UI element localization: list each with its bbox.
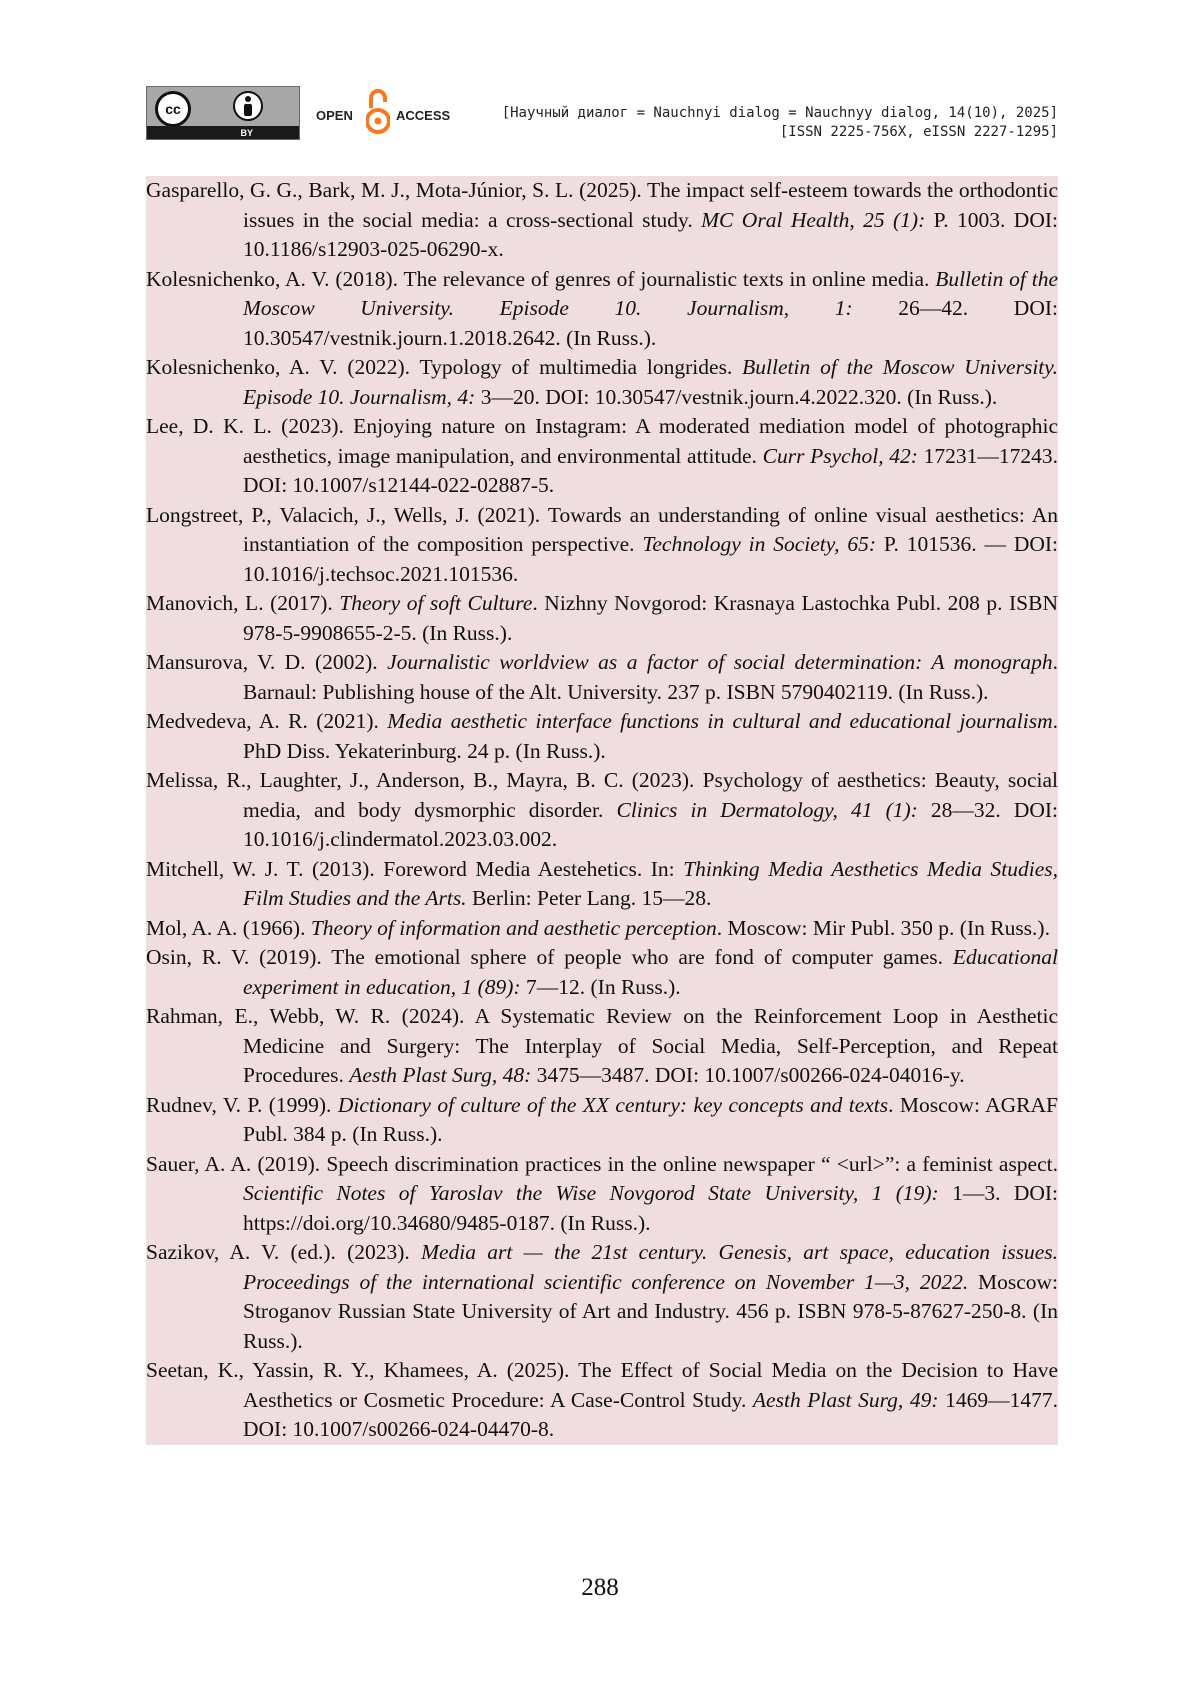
reference-entry bbox=[146, 914, 1058, 944]
reference-details: P. 1003. DOI: 10.1186/s12903-025-06290-x. bbox=[243, 207, 1058, 261]
reference-source-italic: Aesth Plast Surg, 48: bbox=[349, 1063, 532, 1087]
reference-entry bbox=[146, 1150, 1058, 1239]
reference-entry bbox=[146, 1238, 1058, 1356]
reference-text: Manovich, L. (2017). bbox=[146, 591, 340, 615]
reference-text: Lee, D. K. L. (2023). Enjoying nature on Instagram: A moderated mediation model of photographic aesthetics, image manipulation, and environmental attitude. bbox=[146, 414, 1058, 468]
reference-entry bbox=[146, 855, 1058, 914]
reference-details: . Barnaul: Publishing house of the Alt. University. 237 p. ISBN 5790402119. (In Russ.). bbox=[243, 650, 1058, 704]
reference-source-italic: Technology in Society, 65: bbox=[642, 532, 877, 556]
reference-text: Mitchell, W. J. T. (2013). Foreword Media Aestehetics. In: bbox=[146, 856, 684, 881]
reference-details: 1—3. DOI: https://doi.org/10.34680/9485-0187. (In Russ.). bbox=[243, 1181, 1059, 1235]
reference-text: Kolesnichenko, A. V. (2022). Typology of multimedia longrides. bbox=[146, 355, 743, 379]
reference-text: Kolesnichenko, A. V. (2018). The relevance of genres of journalistic texts in online media. bbox=[146, 266, 936, 291]
reference-entry bbox=[146, 707, 1058, 766]
reference-text: Sazikov, A. V. (ed.). (2023). bbox=[146, 1240, 422, 1264]
reference-details: . PhD Diss. Yekaterinburg. 24 p. (In Russ.). bbox=[243, 709, 1058, 763]
reference-text: Rudnev, V. P. (1999). bbox=[146, 1092, 338, 1117]
cc-by-license-badge[interactable] bbox=[146, 86, 300, 140]
journal-title-line: [Научный диалог = Nauchnyi dialog = Nauchnyy dialog, 14(10), 2025] bbox=[501, 105, 1058, 121]
reference-source-italic: Media aesthetic interface functions in cultural and educational journalism bbox=[387, 709, 1053, 733]
reference-details: 3—20. DOI: 10.30547/vestnik.journ.4.2022.320. (In Russ.). bbox=[475, 384, 998, 409]
reference-details: P. 101536. — DOI: 10.1016/j.techsoc.2021.101536. bbox=[243, 532, 1059, 586]
reference-source-italic: Journalistic worldview as a factor of social determination: A monograph bbox=[387, 650, 1053, 674]
license-by-label: BY bbox=[240, 128, 253, 138]
reference-details: 26—42. DOI: 10.30547/vestnik.journ.1.2018.2642. (In Russ.). bbox=[243, 296, 1058, 350]
reference-text: Mol, A. A. (1966). bbox=[146, 915, 311, 940]
creative-commons-icon: cc bbox=[155, 91, 191, 127]
reference-entry bbox=[146, 265, 1058, 354]
reference-text: Mansurova, V. D. (2002). bbox=[146, 650, 388, 674]
reference-text: Rahman, E., Webb, W. R. (2024). A Systematic Review on the Reinforcement Loop in Aesthetic Medicine and Surgery: The Interplay of Social Media, Self-Perception, and Repeat Procedures. bbox=[146, 1004, 1058, 1087]
reference-entry bbox=[146, 1356, 1058, 1445]
reference-details: Berlin: Peter Lang. 15—28. bbox=[466, 886, 712, 910]
reference-details: 3475—3487. DOI: 10.1007/s00266-024-04016-y. bbox=[531, 1063, 965, 1087]
reference-source-italic: Theory of information and aesthetic perception bbox=[310, 915, 717, 940]
reference-text: Sauer, A. A. (2019). Speech discrimination practices in the online newspaper “ <url>”: a feminist aspect. bbox=[146, 1151, 1058, 1176]
page-header bbox=[146, 86, 1058, 146]
reference-source-italic: Media art — the 21st century. Genesis, art space, education issues. Proceedings of the international scientific conference on November 1—3, 2022. bbox=[243, 1240, 1058, 1294]
reference-source-italic: Thinking Media Aesthetics Media Studies, Film Studies and the Arts. bbox=[243, 856, 1058, 910]
reference-details: 28—32. DOI: 10.1016/j.clindermatol.2023.03.002. bbox=[243, 797, 1059, 851]
reference-source-italic: Dictionary of culture of the XX century: key concepts and texts bbox=[337, 1092, 889, 1117]
reference-source-italic: MC Oral Health, 25 (1): bbox=[701, 207, 926, 232]
journal-citation bbox=[502, 104, 1058, 142]
reference-entry bbox=[146, 589, 1058, 648]
open-access-open-label: OPEN bbox=[316, 108, 353, 123]
reference-details: . Moscow: AGRAF Publ. 384 p. (In Russ.). bbox=[243, 1092, 1059, 1146]
reference-source-italic: Bulletin of the Moscow University. Episode 10. Journalism, 4: bbox=[243, 355, 1058, 409]
reference-entry bbox=[146, 1091, 1058, 1150]
reference-details: Moscow: Stroganov Russian State University of Art and Industry. 456 p. ISBN 978-5-87627-250-8. (In Russ.). bbox=[243, 1269, 1058, 1353]
open-access-access-label: ACCESS bbox=[396, 108, 451, 123]
reference-entry bbox=[146, 412, 1058, 501]
reference-text: Medvedeva, A. R. (2021). bbox=[146, 709, 388, 733]
reference-source-italic: Scientific Notes of Yaroslav the Wise Novgorod State University, 1 (19): bbox=[243, 1181, 939, 1205]
reference-entry bbox=[146, 1002, 1058, 1091]
reference-source-italic: Theory of soft Culture bbox=[339, 591, 533, 615]
reference-details: 1469—1477. DOI: 10.1007/s00266-024-04470-8. bbox=[243, 1387, 1058, 1441]
reference-text: Osin, R. V. (2019). The emotional sphere of people who are fond of computer games. bbox=[146, 945, 953, 969]
reference-entry bbox=[146, 648, 1058, 707]
reference-details: 7—12. (In Russ.). bbox=[520, 974, 681, 999]
reference-source-italic: Bulletin of the Moscow University. Episode 10. Journalism, 1: bbox=[243, 266, 1058, 320]
reference-details: 17231—17243. DOI: 10.1007/s12144-022-02887-5. bbox=[243, 443, 1059, 497]
attribution-person-icon bbox=[233, 91, 263, 121]
reference-source-italic: Educational experiment in education, 1 (89): bbox=[243, 945, 1058, 999]
reference-list bbox=[146, 176, 1058, 1445]
reference-entry bbox=[146, 766, 1058, 855]
reference-details: . Moscow: Mir Publ. 350 p. (In Russ.). bbox=[716, 915, 1050, 940]
open-lock-icon bbox=[366, 86, 390, 136]
reference-source-italic: Aesth Plast Surg, 49: bbox=[752, 1387, 939, 1412]
reference-details: . Nizhny Novgorod: Krasnaya Lastochka Publ. 208 p. ISBN 978-5-9908655-2-5. (In Russ.). bbox=[243, 591, 1058, 645]
reference-entry bbox=[146, 501, 1058, 590]
page-number: 288 bbox=[581, 1574, 619, 1601]
reference-source-italic: Curr Psychol, 42: bbox=[762, 443, 918, 468]
reference-entry bbox=[146, 176, 1058, 265]
reference-text: Gasparello, G. G., Bark, M. J., Mota-Júnior, S. L. (2025). The impact self-esteem towards the orthodontic issues in the social media: a cross-sectional study. bbox=[146, 178, 1058, 232]
reference-text: Melissa, R., Laughter, J., Anderson, B., Mayra, B. C. (2023). Psychology of aesthetics: Beauty, social media, and body dysmorphic disorder. bbox=[146, 768, 1058, 822]
reference-text: Seetan, K., Yassin, R. Y., Khamees, A. (2025). The Effect of Social Media on the Decision to Have Aesthetics or Cosmetic Procedure: A Case-Control Study. bbox=[146, 1358, 1058, 1412]
issn-line: [ISSN 2225-756X, eISSN 2227-1295] bbox=[779, 124, 1058, 140]
reference-source-italic: Clinics in Dermatology, 41 (1): bbox=[616, 797, 918, 822]
reference-text: Longstreet, P., Valacich, J., Wells, J. (2021). Towards an understanding of online visual aesthetics: An instantiation of the composition perspective. bbox=[146, 502, 1058, 556]
reference-entry bbox=[146, 943, 1058, 1002]
reference-entry bbox=[146, 353, 1058, 412]
open-access-logo bbox=[316, 86, 466, 140]
